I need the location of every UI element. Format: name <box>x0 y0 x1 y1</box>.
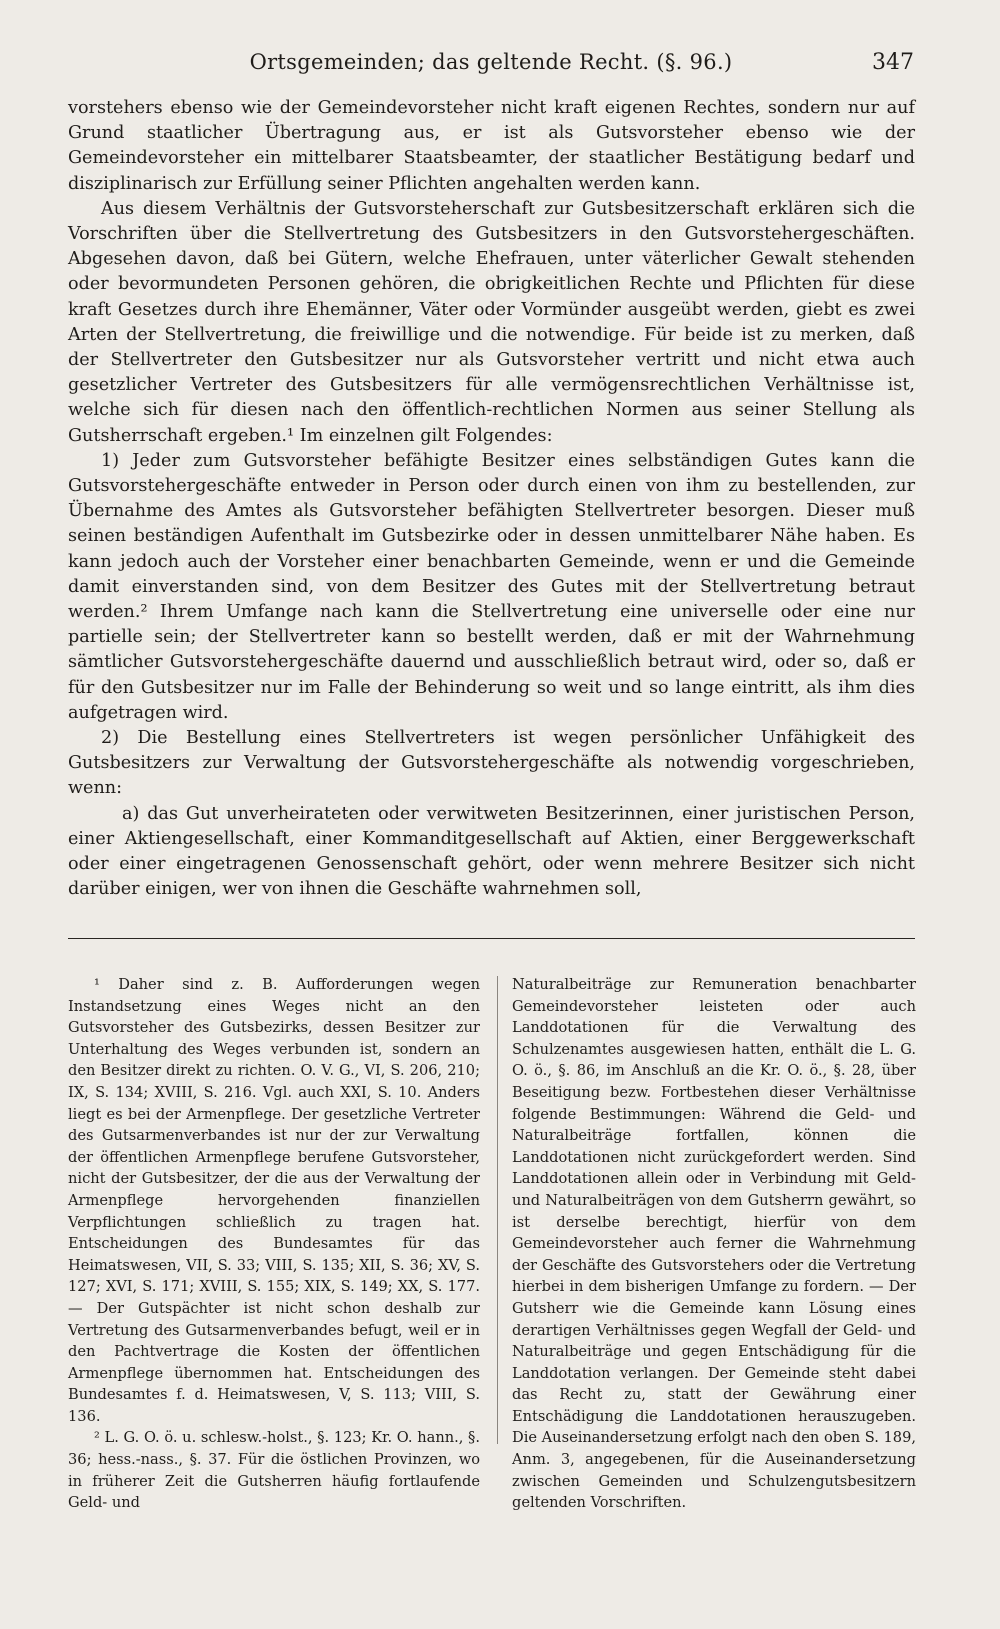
footnote-separator-rule <box>68 938 915 939</box>
footnote-1: ¹ Daher sind z. B. Aufforderungen wegen Instandsetzung eines Weges nicht an den Gutsvorsteher des Gutsbezirks, dessen Besitzer zur Unterhaltung des Weges verbunden ist, sondern an den Besitzer direkt zu richten. O. V. G., VI, S. 206, 210; IX, S. 134; XVIII, S. 216. Vgl. auch XXI, S. 10. Anders liegt es bei der Armenpflege. Der gesetzliche Vertreter des Gutsarmenverbandes ist nur der zur Verwaltung der öffentlichen Armenpflege berufene Gutsvorsteher, nicht der Gutsbesitzer, der die aus der Verwaltung der Armenpflege hervorgehenden finanziellen Verpflichtungen schließlich zu tragen hat. Entscheidungen des Bundesamtes für das Heimatswesen, VII, S. 33; VIII, S. 135; XII, S. 36; XV, S. 127; XVI, S. 171; XVIII, S. 155; XIX, S. 149; XX, S. 177. — Der Gutspächter ist nicht schon deshalb zur Vertretung des Gutsarmenverbandes befugt, weil er in den Pachtvertrage die Kosten der öffentlichen Armenpflege übernommen hat. Entscheidungen des Bundesamtes f. d. Heimatswesen, V, S. 113; VIII, S. 136. <box>68 976 480 1425</box>
running-title: Ortsgemeinden; das geltende Recht. (§. 96.) <box>249 50 733 74</box>
main-text <box>68 96 915 903</box>
page-header <box>68 44 914 84</box>
paragraph-stellvertretung: Aus diesem Verhältnis der Gutsvorsteherschaft zur Gutsbesitzerschaft erklären sich die Vorschriften über die Stellvertretung des Gutsbesitzers in den Gutsvorstehergeschäften. Abgesehen davon, daß bei Gütern, welche Ehefrauen, unter väterlicher Gewalt stehenden oder bevormundeten Personen gehören, die obrigkeitlichen Rechte und Pflichten für diese kraft Gesetzes durch ihre Ehemänner, Väter oder Vormünder ausgeübt werden, giebt es zwei Arten der Stellvertretung, die freiwillige und die notwendige. Für beide ist zu merken, daß der Stellvertreter den Gutsbesitzer nur als Gutsvorsteher vertritt und nicht etwa auch gesetzlicher Vertreter des Gutsbesitzers für alle vermögensrechtlichen Verhältnisse ist, welche sich für diesen nach den öffentlich-rechtlichen Normen aus seiner Stellung als Gutsherrschaft ergeben.¹ Im einzelnen gilt Folgendes: <box>68 198 915 446</box>
footnote-column-divider <box>497 976 498 1444</box>
paragraph-item-a: a) das Gut unverheirateten oder verwitweten Besitzerinnen, einer juristischen Person, einer Aktiengesellschaft, einer Kommanditgesellschaft auf Aktien, einer Berggewerkschaft oder einer eingetragenen Genossenschaft gehört, oder wenn mehrere Besitzer sich nicht darüber einigen, wer von ihnen die Geschäfte wahrnehmen soll, <box>68 803 915 900</box>
footnote-2: ² L. G. O. ö. u. schlesw.-holst., §. 123; Kr. O. hann., §. 36; hess.-nass., §. 37. Für die östlichen Provinzen, wo in früherer Zeit die Gutsherren häufig fortlaufende Geld- und <box>68 1429 480 1512</box>
footnote-2-continuation: Naturalbeiträge zur Remuneration benachbarter Gemeindevorsteher leisteten oder auch Landdotationen für die Verwaltung des Schulzenamtes ausgewiesen hatten, enthält die L. G. O. ö., §. 86, im Anschluß an die Kr. O. ö., §. 28, über Beseitigung bezw. Fortbestehen dieser Verhältnisse folgende Bestimmungen: Während die Geld- und Naturalbeiträge fortfallen, können die Landdotationen nicht zurückgefordert werden. Sind Landdotationen allein oder in Verbindung mit Geld- und Naturalbeiträgen von dem Gutsherrn gewährt, so ist derselbe berechtigt, hierfür von dem Gemeindevorsteher auch ferner die Wahrnehmung der Geschäfte des Gutsvorstehers oder die Vertretung hierbei in dem bisherigen Umfange zu fordern. — Der Gutsherr wie die Gemeinde kann Lösung eines derartigen Verhältnisses gegen Wegfall der Geld- und Naturalbeiträge und gegen Entschädigung für die Landdotation verlangen. Der Gemeinde steht dabei das Recht zu, statt der Gewährung einer Entschädigung die Landdotationen herauszugeben. Die Auseinandersetzung erfolgt nach den oben S. 189, Anm. 3, angegebenen, für die Auseinandersetzung zwischen Gemeinden und Schulzengutsbesitzern geltenden Vorschriften. <box>512 976 916 1512</box>
paragraph-item-1: 1) Jeder zum Gutsvorsteher befähigte Besitzer eines selbständigen Gutes kann die Gutsvorstehergeschäfte entweder in Person oder durch einen von ihm zu bestellenden, zur Übernahme des Amtes als Gutsvorsteher befähigten Stellvertreter besorgen. Dieser muß seinen beständigen Aufenthalt im Gutsbezirke oder in dessen unmittelbarer Nähe haben. Es kann jedoch auch der Vorsteher einer benachbarten Gemeinde, wenn er und die Gemeinde damit einverstanden sind, von dem Besitzer des Gutes mit der Stellvertretung betraut werden.² Ihrem Umfange nach kann die Stellvertretung eine universelle oder eine nur partielle sein; der Stellvertreter kann so bestellt werden, daß er mit der Wahrnehmung sämtlicher Gutsvorstehergeschäfte dauernd und ausschließlich betraut wird, oder so, daß er für den Gutsbesitzer nur im Falle der Behinderung so weit und so lange eintritt, als ihm dies aufgetragen wird. <box>68 450 915 723</box>
footnotes-left-column <box>68 974 480 1514</box>
paragraph-continuation: vorstehers ebenso wie der Gemeindevorsteher nicht kraft eigenen Rechtes, sondern nur auf Grund staatlicher Übertragung aus, er ist als Gutsvorsteher ebenso wie der Gemeindevorsteher ein mittelbarer Staatsbeamter, der staatlicher Bestätigung bedarf und disziplinarisch zur Erfüllung seiner Pflichten angehalten werden kann. <box>68 98 915 194</box>
paragraph-item-2: 2) Die Bestellung eines Stellvertreters ist wegen persönlicher Unfähigkeit des Gutsbesitzers zur Verwaltung der Gutsvorstehergeschäfte als notwendig vorgeschrieben, wenn: <box>68 728 915 799</box>
footnotes-right-column <box>512 974 916 1514</box>
page-number: 347 <box>872 50 914 75</box>
